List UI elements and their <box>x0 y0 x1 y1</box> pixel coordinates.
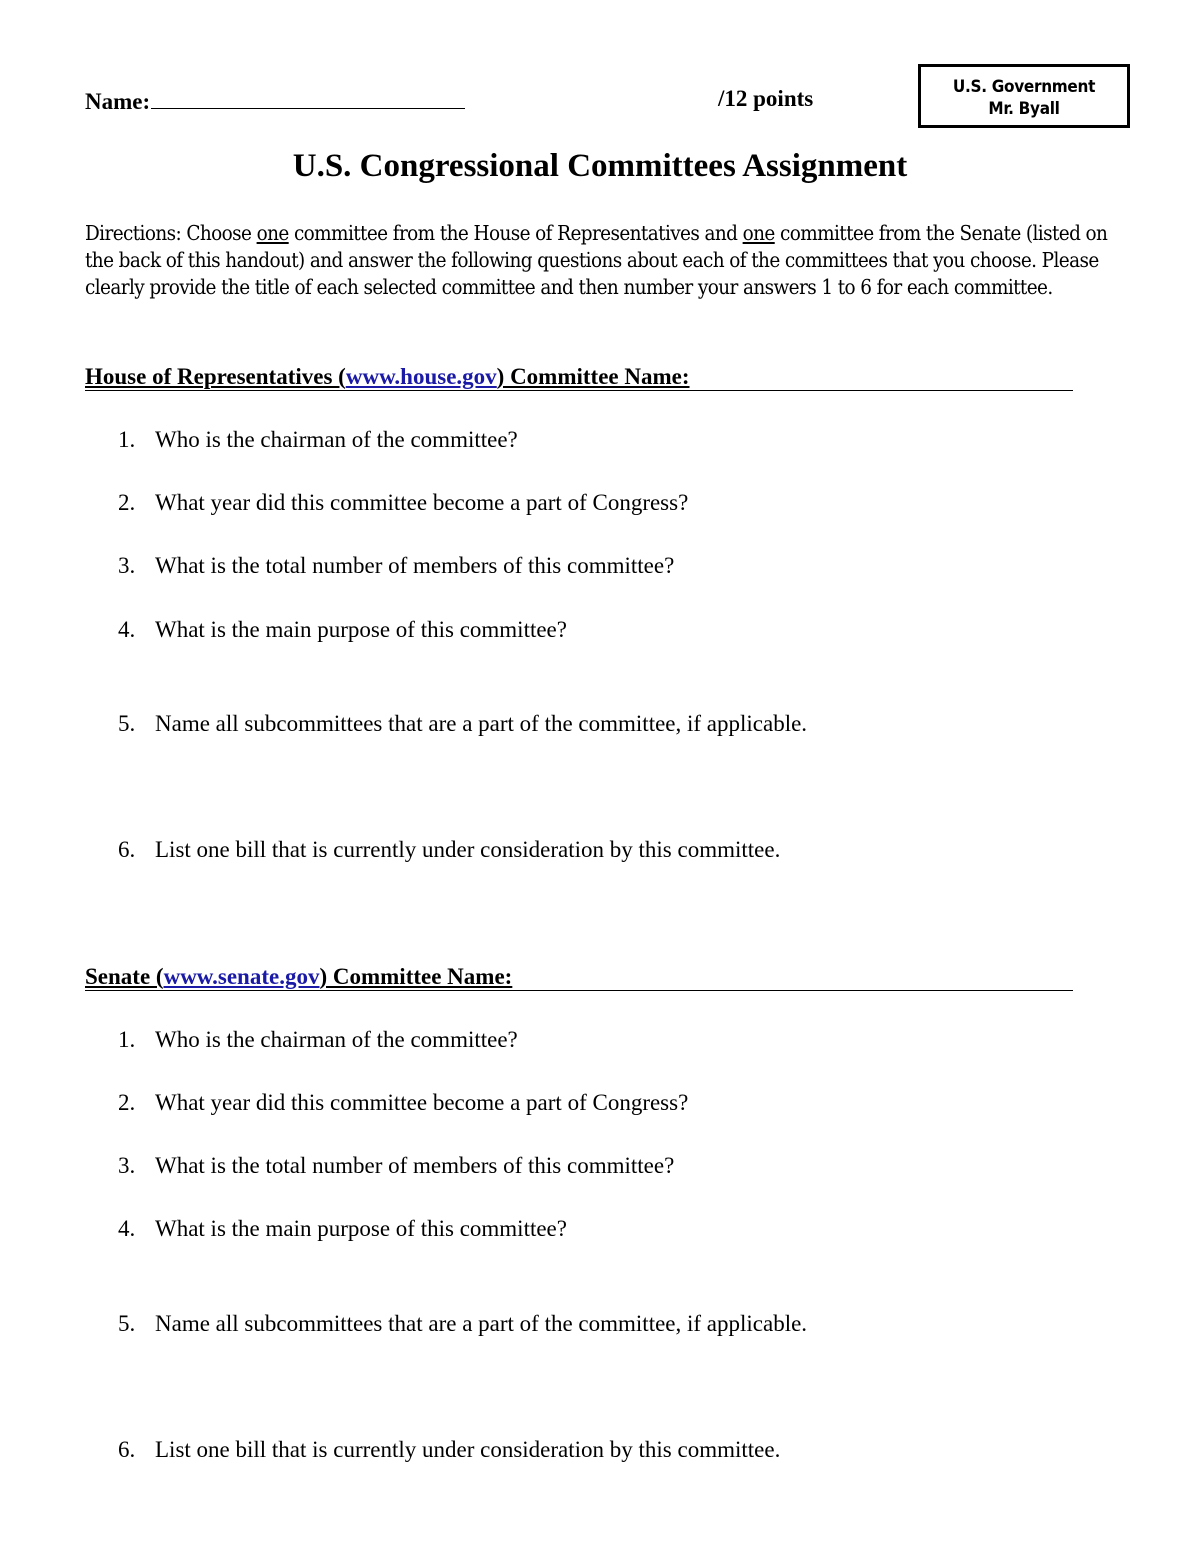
senate-heading-prefix: Senate ( <box>85 964 164 989</box>
question-text: What year did this committee become a part of Congress? <box>155 490 689 515</box>
question-text: What is the main purpose of this committee? <box>155 1216 567 1241</box>
question-text: List one bill that is currently under consideration by this committee. <box>155 837 781 862</box>
directions-text: Directions: Choose <box>85 221 257 245</box>
question-number: 5. <box>118 711 136 736</box>
question-number: 1. <box>118 427 136 452</box>
name-blank-line[interactable] <box>151 86 465 109</box>
question-text: Name all subcommittees that are a part of the committee, if applicable. <box>155 711 808 736</box>
house-question-2 <box>118 490 688 516</box>
question-number: 3. <box>118 553 136 578</box>
question-number: 6. <box>118 1437 136 1462</box>
question-text: What is the total number of members of this committee? <box>155 1153 675 1178</box>
course-box <box>918 64 1130 128</box>
house-heading-prefix: House of Representatives ( <box>85 364 346 389</box>
question-text: What is the total number of members of this committee? <box>155 553 675 578</box>
question-text: Who is the chairman of the committee? <box>155 1027 518 1052</box>
house-question-3 <box>118 553 674 579</box>
teacher-name: Mr. Byall <box>988 99 1060 119</box>
directions-emphasis: one <box>256 221 289 245</box>
directions-text: committee from the House of Representatives and <box>288 221 743 245</box>
directions-paragraph <box>85 220 1115 301</box>
house-link[interactable]: www.house.gov <box>345 364 497 389</box>
house-question-1 <box>118 427 518 453</box>
senate-question-1 <box>118 1027 518 1053</box>
question-text: Name all subcommittees that are a part of the committee, if applicable. <box>155 1311 808 1336</box>
points-label: /12 points <box>718 86 814 111</box>
house-heading-suffix: ) Committee Name: <box>496 364 690 389</box>
senate-question-4 <box>118 1216 567 1242</box>
directions-emphasis: one <box>742 221 775 245</box>
house-question-6 <box>118 837 780 863</box>
question-text: List one bill that is currently under consideration by this committee. <box>155 1437 781 1462</box>
senate-question-6 <box>118 1437 780 1463</box>
page-title: U.S. Congressional Committees Assignment <box>292 148 908 184</box>
name-field[interactable] <box>85 86 465 115</box>
senate-link[interactable]: www.senate.gov <box>163 964 320 989</box>
senate-question-3 <box>118 1153 674 1179</box>
question-text: What year did this committee become a part of Congress? <box>155 1090 689 1115</box>
house-question-5 <box>118 711 807 737</box>
question-number: 2. <box>118 1090 136 1115</box>
question-number: 5. <box>118 1311 136 1336</box>
house-question-4 <box>118 617 567 643</box>
senate-heading-suffix: ) Committee Name: <box>319 964 513 989</box>
senate-question-5 <box>118 1311 807 1337</box>
question-number: 2. <box>118 490 136 515</box>
question-text: What is the main purpose of this committee? <box>155 617 567 642</box>
question-number: 1. <box>118 1027 136 1052</box>
question-number: 4. <box>118 617 136 642</box>
house-section-heading <box>85 364 1073 391</box>
directions-text: committee from the Senate (listed on the back of this handout) and answer the following questions about each of the committees that you choose. Please clearly provide the title of each selected committee and then number your answers 1 to 6 for each committee. <box>85 221 1108 299</box>
question-number: 6. <box>118 837 136 862</box>
course-name: U.S. Government <box>952 77 1096 97</box>
question-number: 3. <box>118 1153 136 1178</box>
question-number: 4. <box>118 1216 136 1241</box>
question-text: Who is the chairman of the committee? <box>155 427 518 452</box>
senate-section-heading <box>85 964 1073 991</box>
name-label: Name: <box>85 89 151 114</box>
senate-question-2 <box>118 1090 688 1116</box>
